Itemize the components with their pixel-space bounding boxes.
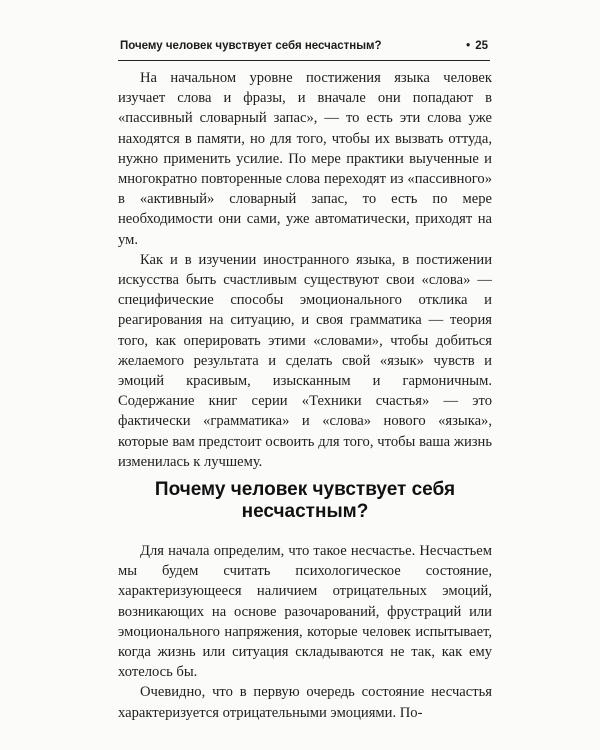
running-head-title: Почему человек чувствует себя несчастным? bbox=[120, 40, 382, 52]
paragraph: Для начала определим, что такое несчастье. Несчастьем мы будем считать психологическое состояние, характеризующееся наличием отрицательных эмоций, возникающих на основе разочарований, фрустраций или эмоционального напряжения, которые человек испытывает, когда жизнь или ситуация складываются не так, как ему хотелось бы. bbox=[118, 543, 492, 681]
running-head bbox=[118, 36, 490, 61]
body-text-top bbox=[118, 68, 492, 472]
paragraph: Очевидно, что в первую очередь состояние несчастья характеризуется отрицательными эмоциями. По- bbox=[118, 684, 492, 721]
body-text-bottom bbox=[118, 541, 492, 723]
section-heading: Почему человек чувствует себя несчастным? bbox=[154, 479, 456, 522]
paragraph: На начальном уровне постижения языка человек изучает слова и фразы, и вначале они попадают в «пассивный словарный запас», — то есть эти слова уже находятся в памяти, но для того, чтобы их вызвать оттуда, нужно применить усилие. По мере практики выученные и многократно повторенные слова переходят из «пассивного» в «активный» словарный запас, то есть по мере необходимости они сами, уже автоматически, приходят на ум. bbox=[118, 70, 492, 248]
page-number: • 25 bbox=[466, 40, 488, 52]
paragraph: Как и в изучении иностранного языка, в постижении искусства быть счастливым существуют свои «слова» — специфические способы эмоционального отклика и реагирования на ситуацию, и своя грамматика — теория того, как оперировать этими «словами», чтобы добиться желаемого результата и сделать свой «язык» чувств и эмоций красивым, изысканным и гармоничным. Содержание книг серии «Техники счастья» — это фактически «грамматика» и «слова» нового «языка», которые вам предстоит освоить для того, чтобы ваша жизнь изменилась к лучшему. bbox=[118, 251, 492, 470]
